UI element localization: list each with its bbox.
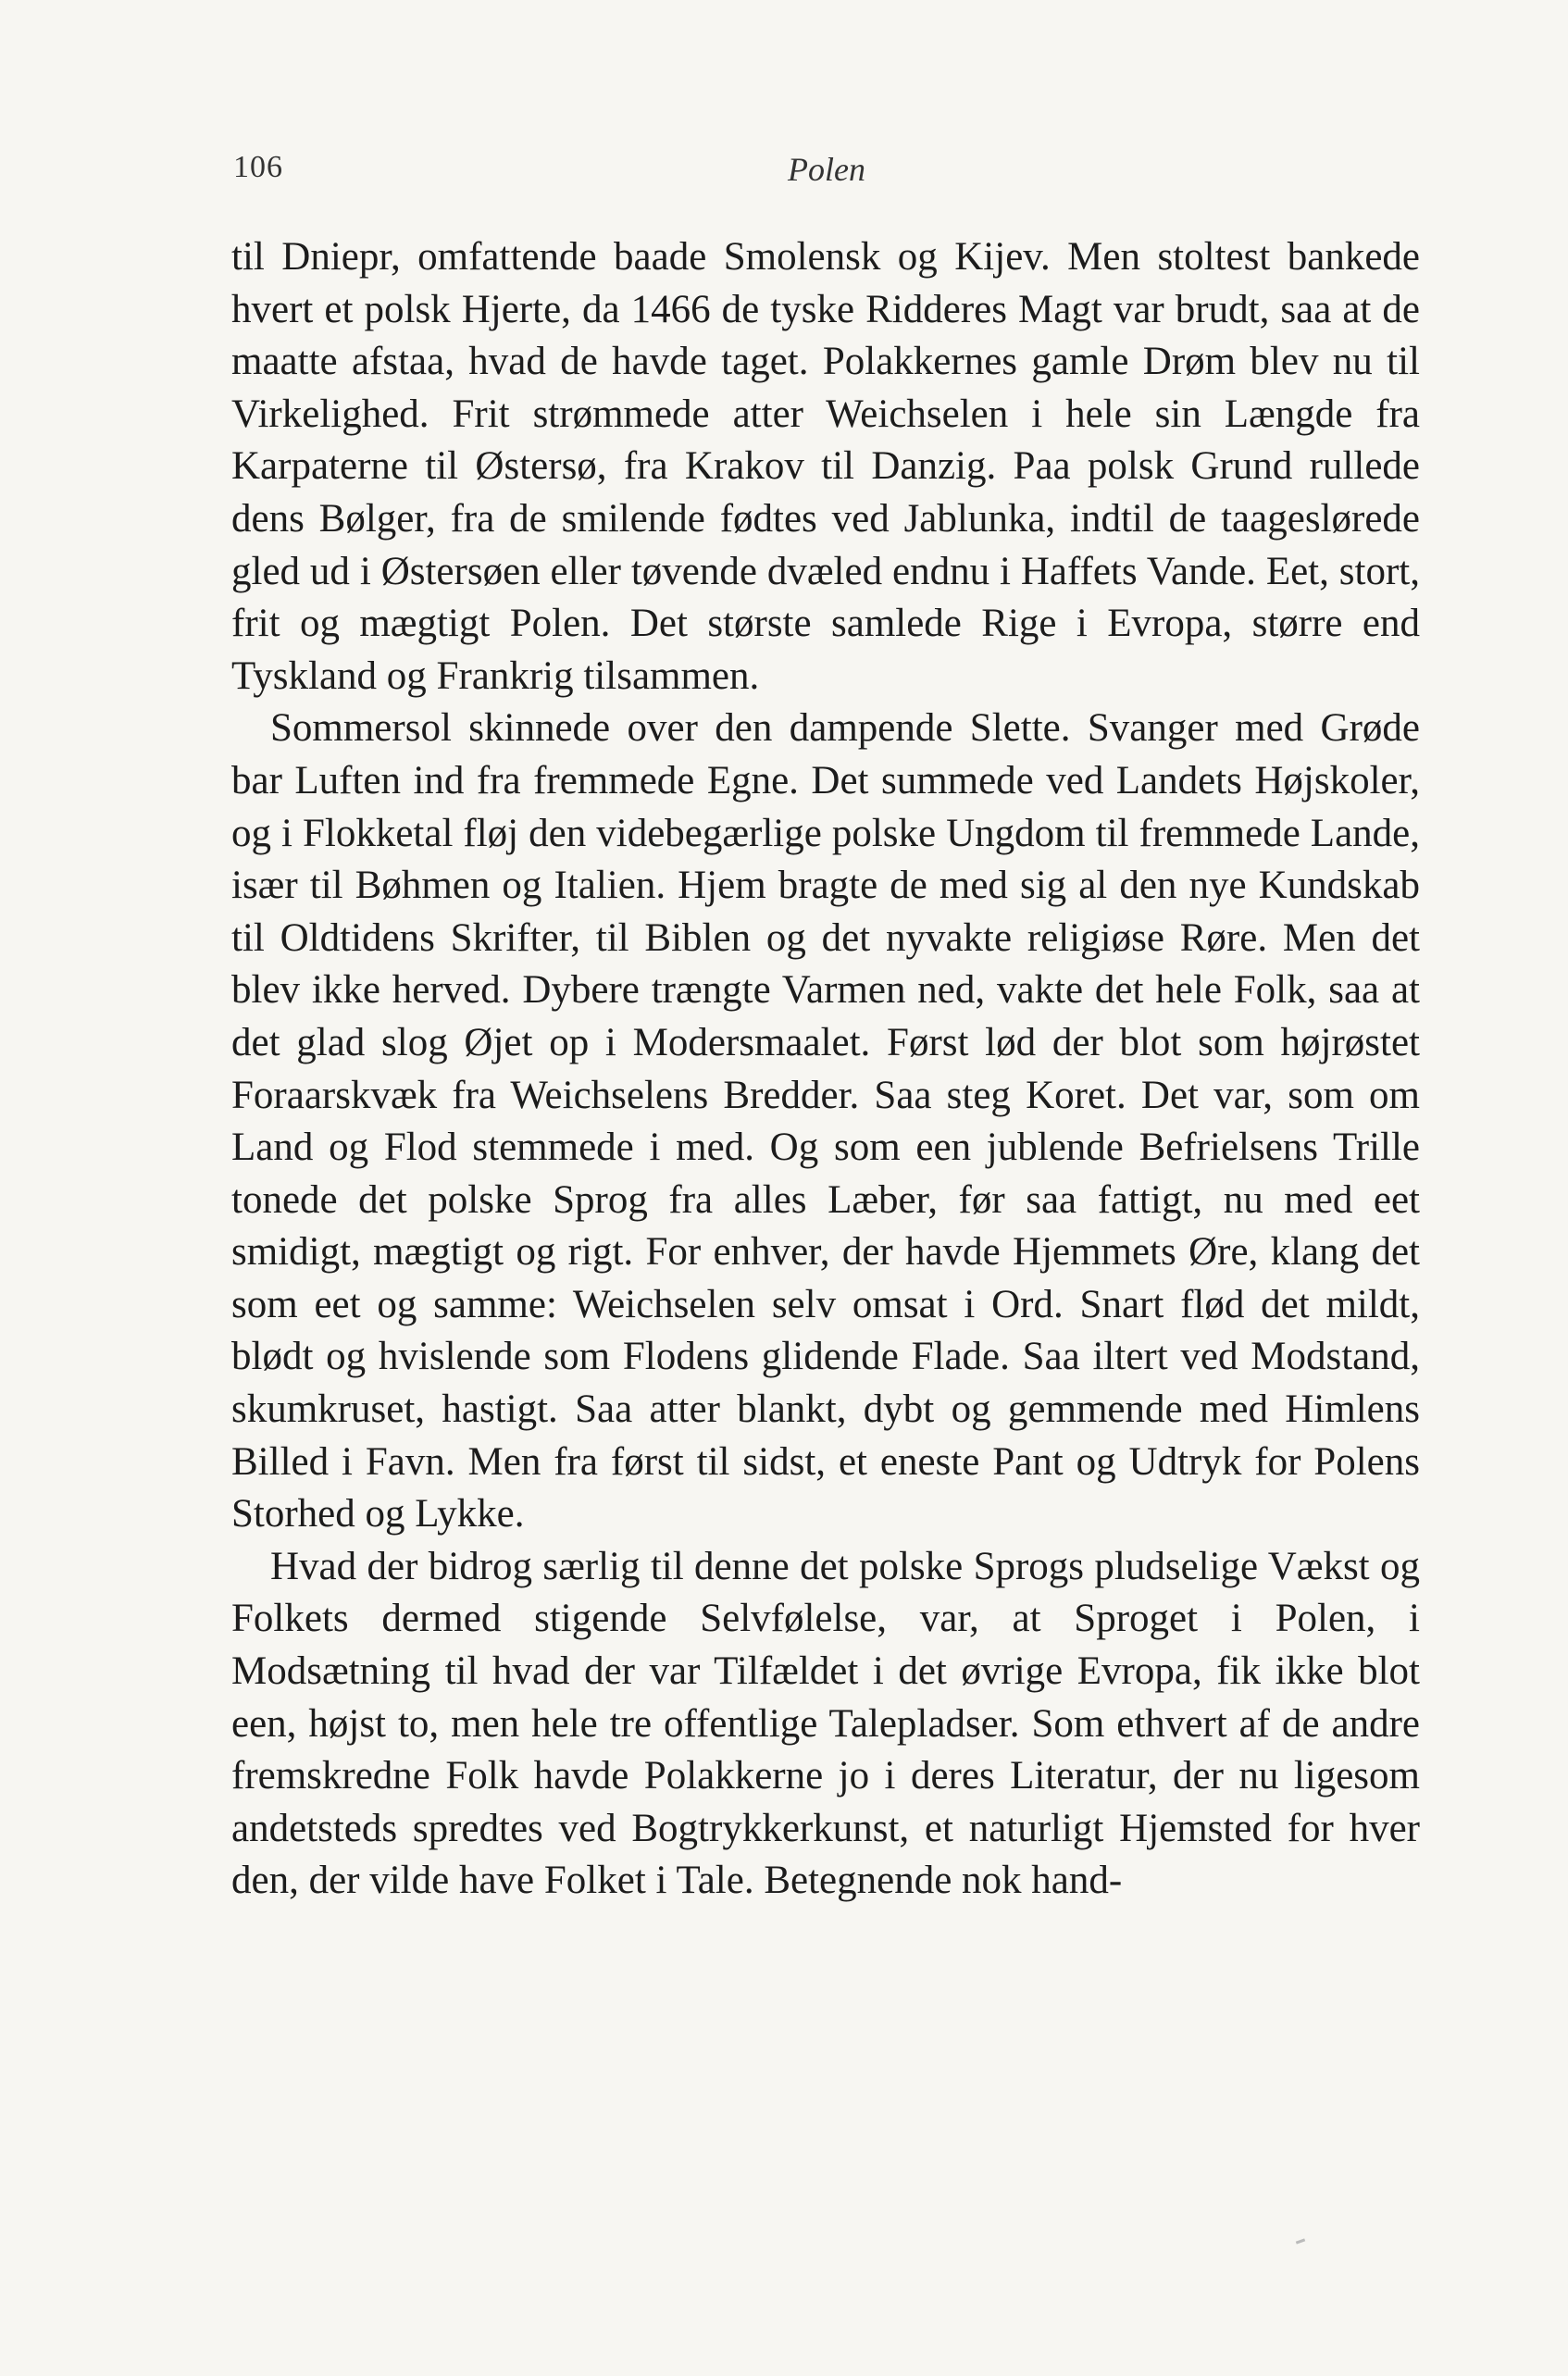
paper-speck — [1296, 2238, 1305, 2244]
page-number: 106 — [233, 150, 283, 184]
running-head — [233, 150, 1420, 196]
paragraph-2: Sommersol skinnede over den dampende Slette. Svanger med Grøde bar Luften ind fra fremmede Egne. Det summede ved Landets Højskoler, og i Flokketal fløj den videbegærlige polske Ungdom til fremmede Lande, især til Bøhmen og Italien. Hjem bragte de med sig al den nye Kundskab til Oldtidens Skrifter, til Biblen og det nyvakte religiøse Røre. Men det blev ikke herved. Dybere trængte Varmen ned, vakte det hele Folk, saa at det glad slog Øjet op i Modersmaalet. Først lød der blot som højrøstet Foraarskvæk fra Weichselens Bredder. Saa steg Koret. Det var, som om Land og Flod stemmede i med. Og som een jublende Befrielsens Trille tonede det polske Sprog fra alles Læber, før saa fattigt, nu med eet smidigt, mægtigt og rigt. For enhver, der havde Hjemmets Øre, klang det som eet og samme: Weichselen selv omsat i Ord. Snart flød det mildt, blødt og hvislende som Flodens glidende Flade. Saa iltert ved Modstand, skumkruset, hastigt. Saa atter blankt, dybt og gemmende med Himlens Billed i Favn. Men fra først til sidst, et eneste Pant og Udtryk for Polens Storhed og Lykke. — [231, 706, 1420, 1536]
paragraph-1: til Dniepr, omfattende baade Smolensk og Kijev. Men stoltest bankede hvert et polsk Hjerte, da 1466 de tyske Ridderes Magt var brudt, saa at de maatte afstaa, hvad de havde taget. Polakkernes gamle Drøm blev nu til Virkelighed. Frit strømmede atter Weichselen i hele sin Længde fra Karpaterne til Østersø, fra Krakov til Danzig. Paa polsk Grund rullede dens Bølger, fra de smilende fødtes ved Jablunka, indtil de taageslørede gled ud i Østersøen eller tøvende dvæled endnu i Haffets Vande. Eet, stort, frit og mægtigt Polen. Det største samlede Rige i Evropa, større end Tyskland og Frankrig tilsammen. — [231, 235, 1420, 698]
running-title: Polen — [788, 151, 865, 188]
paragraph-3: Hvad der bidrog særlig til denne det polske Sprogs pludselige Vækst og Folkets dermed stigende Selvfølelse, var, at Sproget i Polen, i Modsætning til hvad der var Tilfældet i det øvrige Evropa, fik ikke blot een, højst to, men hele tre offentlige Talepladser. Som ethvert af de andre fremskredne Folk havde Polakkerne jo i deres Literatur, der nu ligesom andetsteds spredtes ved Bogtrykkerkunst, et naturligt Hjemsted for hver den, der vilde have Folket i Tale. Betegnende nok hand- — [231, 1544, 1420, 1903]
body-text — [231, 231, 1420, 1908]
